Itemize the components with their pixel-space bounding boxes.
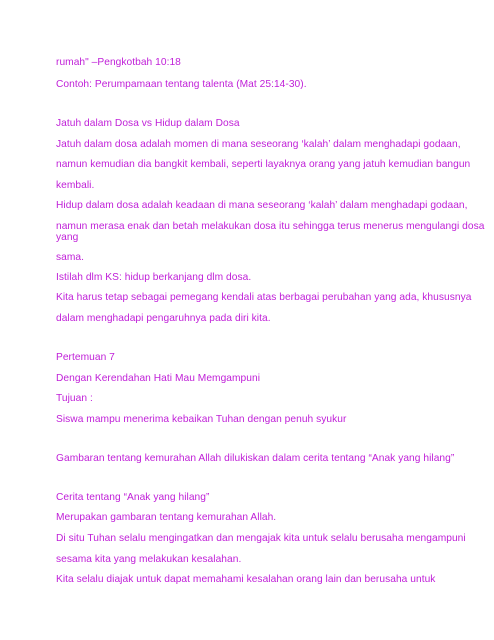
text-line: Gambaran tentang kemurahan Allah dilukiskan dalam cerita tentang “Anak yang hilang” xyxy=(56,453,455,464)
text-line: Dengan Kerendahan Hati Mau Memgampuni xyxy=(56,373,261,384)
text-line: Kita harus tetap sebagai pemegang kendali atas berbagai perubahan yang ada, khususnya xyxy=(56,292,472,303)
text-line: Contoh: Perumpamaan tentang talenta (Mat 25:14-30). xyxy=(56,79,307,90)
text-line: namun kemudian dia bangkit kembali, seperti layaknya orang yang jatuh kemudian bangun xyxy=(56,159,471,170)
text-line: Merupakan gambaran tentang kemurahan Allah. xyxy=(56,512,277,523)
text-line: rumah" –Pengkotbah 10:18 xyxy=(56,57,181,68)
text-line: Siswa mampu menerima kebaikan Tuhan dengan penuh syukur xyxy=(56,414,347,425)
text-line: Jatuh dalam dosa adalah momen di mana seseorang ‘kalah’ dalam menghadapi godaan, xyxy=(56,139,461,150)
text-line: kembali. xyxy=(56,180,95,191)
text-line: Istilah dlm KS: hidup berkanjang dlm dosa. xyxy=(56,272,252,283)
text-line: sesama kita yang melakukan kesalahan. xyxy=(56,554,242,565)
section-heading: Pertemuan 7 xyxy=(56,352,115,363)
text-line: namun merasa enak dan betah melakukan dosa itu sehingga terus menerus mengulangi dosa xyxy=(56,221,485,232)
text-line: Tujuan : xyxy=(56,393,93,404)
text-line: Cerita tentang “Anak yang hilang” xyxy=(56,492,210,503)
text-line: dalam menghadapi pengaruhnya pada diri kita. xyxy=(56,313,271,324)
text-line: yang xyxy=(56,232,79,243)
section-heading: Jatuh dalam Dosa vs Hidup dalam Dosa xyxy=(56,118,240,129)
text-line: sama. xyxy=(56,252,84,263)
text-line: Hidup dalam dosa adalah keadaan di mana seseorang ‘kalah’ dalam menghadapi godaan, xyxy=(56,200,468,211)
text-line: Di situ Tuhan selalu mengingatkan dan mengajak kita untuk selalu berusaha mengampuni xyxy=(56,533,466,544)
text-line: Kita selalu diajak untuk dapat memahami kesalahan orang lain dan berusaha untuk xyxy=(56,574,436,585)
